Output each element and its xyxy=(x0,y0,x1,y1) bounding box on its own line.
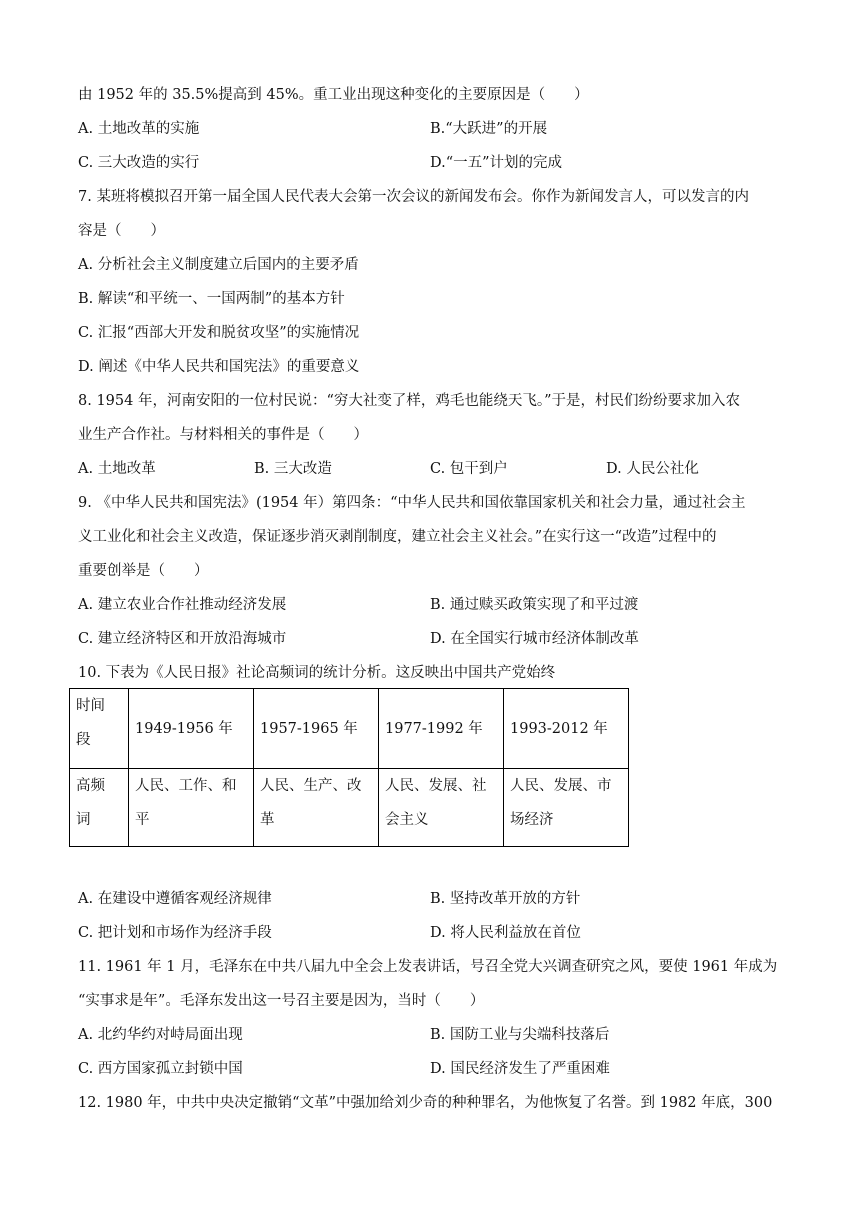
q11-option-a: A. 北约华约对峙局面出现 xyxy=(78,1027,243,1043)
q12-stem-1: 12. 1980 年，中共中央决定撤销“文革”中强加给刘少奇的种种罪名，为他恢复了名誉。到 1982 年底，300 xyxy=(78,1095,773,1111)
row-label: 词 xyxy=(76,812,91,828)
cell-text: 人民、工作、和 xyxy=(135,778,237,794)
q9-option-c: C. 建立经济特区和开放沿海城市 xyxy=(78,631,287,647)
table-row-header xyxy=(70,769,129,847)
q7-stem-1: 7. 某班将模拟召开第一届全国人民代表大会第一次会议的新闻发布会。你作为新闻发言人，可以发言的内 xyxy=(78,189,749,205)
table-cell xyxy=(379,769,504,847)
q8-stem-2: 业生产合作社。与材料相关的事件是（ ） xyxy=(78,427,368,443)
table-header-cell: 1949-1956 年 xyxy=(129,689,254,769)
keyword-table xyxy=(69,688,629,847)
cell-text: 革 xyxy=(260,812,275,828)
q11-option-c: C. 西方国家孤立封锁中国 xyxy=(78,1061,243,1077)
cell-text: 人民、发展、市 xyxy=(510,778,612,794)
q9-option-b: B. 通过赎买政策实现了和平过渡 xyxy=(430,597,639,613)
q8-option-b: B. 三大改造 xyxy=(254,461,332,477)
q8-option-d: D. 人民公社化 xyxy=(606,461,699,477)
table-cell xyxy=(504,769,629,847)
q8-option-a: A. 土地改革 xyxy=(78,461,156,477)
q6-option-d: D.“一五”计划的完成 xyxy=(430,155,563,171)
q10-option-c: C. 把计划和市场作为经济手段 xyxy=(78,925,272,941)
table-cell xyxy=(129,769,254,847)
q6-option-a: A. 土地改革的实施 xyxy=(78,121,200,137)
q11-option-d: D. 国民经济发生了严重困难 xyxy=(430,1061,610,1077)
q9-stem-3: 重要创举是（ ） xyxy=(78,563,209,579)
table-header-cell xyxy=(70,689,129,769)
table-row xyxy=(70,769,629,847)
table-row xyxy=(70,689,629,769)
q8-stem-1: 8. 1954 年，河南安阳的一位村民说：“穷大社变了样，鸡毛也能绕天飞。”于是，村民们纷纷要求加入农 xyxy=(78,393,741,409)
q8-option-c: C. 包干到户 xyxy=(430,461,508,477)
q7-option-c: C. 汇报“西部大开发和脱贫攻坚”的实施情况 xyxy=(78,325,360,341)
cell-text: 会主义 xyxy=(385,812,429,828)
row-label: 高频 xyxy=(76,778,105,794)
q7-stem-2: 容是（ ） xyxy=(78,223,165,239)
q11-option-b: B. 国防工业与尖端科技落后 xyxy=(430,1027,610,1043)
table-cell xyxy=(254,769,379,847)
q7-option-d: D. 阐述《中华人民共和国宪法》的重要意义 xyxy=(78,359,360,375)
table-header-cell: 1993-2012 年 xyxy=(504,689,629,769)
q10-option-d: D. 将人民利益放在首位 xyxy=(430,925,581,941)
q10-stem: 10. 下表为《人民日报》社论高频词的统计分析。这反映出中国共产党始终 xyxy=(78,665,556,681)
q11-stem-2: “实事求是年”。毛泽东发出这一号召主要是因为，当时（ ） xyxy=(78,993,485,1009)
cell-text: 人民、生产、改 xyxy=(260,778,362,794)
q9-stem-2: 义工业化和社会主义改造，保证逐步消灭剥削制度，建立社会主义社会。”在实行这一“改造”过程中的 xyxy=(78,529,717,545)
q7-option-b: B. 解读“和平统一、一国两制”的基本方针 xyxy=(78,291,345,307)
q6-stem-end: 由 1952 年的 35.5%提高到 45%。重工业出现这种变化的主要原因是（ ） xyxy=(78,87,589,103)
q9-option-d: D. 在全国实行城市经济体制改革 xyxy=(430,631,639,647)
q9-stem-1: 9. 《中华人民共和国宪法》(1954 年）第四条：“中华人民共和国依靠国家机关和社会力量，通过社会主 xyxy=(78,495,746,511)
q9-option-a: A. 建立农业合作社推动经济发展 xyxy=(78,597,287,613)
header-label: 段 xyxy=(76,732,91,748)
q7-option-a: A. 分析社会主义制度建立后国内的主要矛盾 xyxy=(78,257,359,273)
q6-option-c: C. 三大改造的实行 xyxy=(78,155,200,171)
cell-text: 人民、发展、社 xyxy=(385,778,487,794)
q10-option-a: A. 在建设中遵循客观经济规律 xyxy=(78,891,272,907)
header-label: 时间 xyxy=(76,698,105,714)
table-header-cell: 1957-1965 年 xyxy=(254,689,379,769)
q10-option-b: B. 坚持改革开放的方针 xyxy=(430,891,581,907)
cell-text: 场经济 xyxy=(510,812,554,828)
q6-option-b: B.“大跃进”的开展 xyxy=(430,121,548,137)
table-header-cell: 1977-1992 年 xyxy=(379,689,504,769)
cell-text: 平 xyxy=(135,812,150,828)
q11-stem-1: 11. 1961 年 1 月，毛泽东在中共八届九中全会上发表讲话，号召全党大兴调查研究之风，要使 1961 年成为 xyxy=(78,959,778,975)
